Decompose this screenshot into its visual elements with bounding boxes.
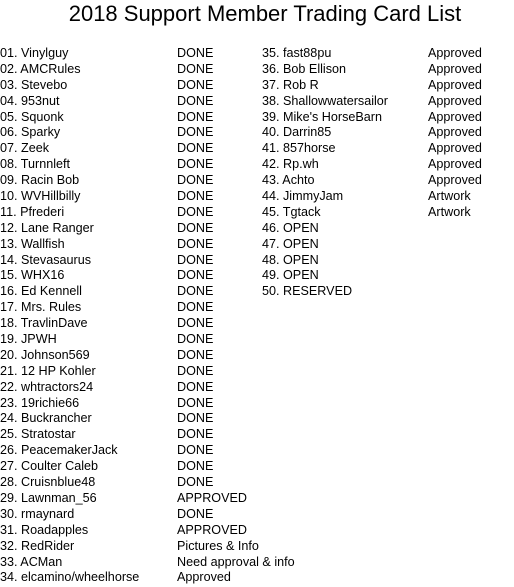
member-name: 38. Shallowwatersailor bbox=[262, 93, 388, 108]
member-name: 25. Stratostar bbox=[0, 427, 76, 442]
list-item bbox=[0, 523, 258, 539]
list-item bbox=[0, 300, 258, 316]
list-item bbox=[0, 396, 258, 412]
list-item bbox=[0, 380, 258, 396]
member-name: 23. 19richie66 bbox=[0, 395, 80, 410]
member-name: 28. Cruisnblue48 bbox=[0, 475, 96, 490]
member-status: DONE bbox=[177, 93, 214, 108]
member-status: Pictures & Info bbox=[177, 538, 259, 553]
member-status: Approved bbox=[428, 173, 482, 188]
list-item bbox=[0, 443, 258, 459]
member-name: 50. RESERVED bbox=[262, 284, 353, 299]
member-status: DONE bbox=[177, 332, 214, 347]
member-name: 47. OPEN bbox=[262, 236, 319, 251]
list-item bbox=[0, 62, 258, 78]
member-status: APPROVED bbox=[177, 490, 247, 505]
list-item bbox=[0, 253, 258, 269]
member-status: DONE bbox=[177, 61, 214, 76]
member-status: DONE bbox=[177, 300, 214, 315]
list-item bbox=[0, 189, 258, 205]
list-item bbox=[0, 284, 258, 300]
list-item bbox=[0, 348, 258, 364]
member-name: 15. WHX16 bbox=[0, 268, 65, 283]
list-item bbox=[262, 94, 514, 110]
list-item bbox=[0, 539, 258, 555]
list-item bbox=[0, 570, 258, 586]
member-name: 17. Mrs. Rules bbox=[0, 300, 82, 315]
member-status: DONE bbox=[177, 252, 214, 267]
list-item bbox=[0, 157, 258, 173]
member-status: DONE bbox=[177, 204, 214, 219]
list-item bbox=[0, 427, 258, 443]
list-item bbox=[262, 221, 514, 237]
member-name: 31. Roadapples bbox=[0, 522, 89, 537]
member-status: Approved bbox=[428, 61, 482, 76]
member-status: Approved bbox=[177, 570, 231, 585]
member-name: 42. Rp.wh bbox=[262, 157, 319, 172]
member-name: 21. 12 HP Kohler bbox=[0, 363, 96, 378]
list-item bbox=[0, 205, 258, 221]
list-item bbox=[262, 78, 514, 94]
member-status: Artwork bbox=[428, 204, 471, 219]
list-item bbox=[262, 173, 514, 189]
member-status: DONE bbox=[177, 268, 214, 283]
member-status: DONE bbox=[177, 459, 214, 474]
member-name: 14. Stevasaurus bbox=[0, 252, 92, 267]
member-status: Approved bbox=[428, 125, 482, 140]
member-status: DONE bbox=[177, 173, 214, 188]
member-status: Need approval & info bbox=[177, 554, 295, 569]
list-item bbox=[0, 110, 258, 126]
member-status: DONE bbox=[177, 125, 214, 140]
member-name: 44. JimmyJam bbox=[262, 189, 344, 204]
list-item bbox=[0, 411, 258, 427]
member-status: DONE bbox=[177, 220, 214, 235]
member-status: Approved bbox=[428, 93, 482, 108]
list-item bbox=[0, 268, 258, 284]
member-name: 35. fast88pu bbox=[262, 46, 332, 60]
member-status: DONE bbox=[177, 316, 214, 331]
list-item bbox=[0, 141, 258, 157]
member-name: 33. ACMan bbox=[0, 554, 63, 569]
list-item bbox=[0, 125, 258, 141]
member-status: DONE bbox=[177, 363, 214, 378]
member-name: 12. Lane Ranger bbox=[0, 220, 94, 235]
member-status: DONE bbox=[177, 506, 214, 521]
member-status: Approved bbox=[428, 109, 482, 124]
member-name: 19. JPWH bbox=[0, 332, 57, 347]
member-name: 29. Lawnman_56 bbox=[0, 490, 97, 505]
member-name: 27. Coulter Caleb bbox=[0, 459, 99, 474]
list-item bbox=[0, 221, 258, 237]
list-item bbox=[0, 364, 258, 380]
member-name: 03. Stevebo bbox=[0, 77, 68, 92]
page-title: 2018 Support Member Trading Card List bbox=[68, 1, 462, 26]
member-name: 08. Turnnleft bbox=[0, 157, 71, 172]
member-name: 18. TravlinDave bbox=[0, 316, 88, 331]
list-item bbox=[262, 237, 514, 253]
list-item bbox=[0, 237, 258, 253]
list-item bbox=[262, 268, 514, 284]
member-name: 46. OPEN bbox=[262, 220, 319, 235]
member-name: 24. Buckrancher bbox=[0, 411, 92, 426]
member-name: 16. Ed Kennell bbox=[0, 284, 82, 299]
member-name: 10. WVHillbilly bbox=[0, 189, 81, 204]
member-status: DONE bbox=[177, 77, 214, 92]
list-item bbox=[0, 78, 258, 94]
list-item bbox=[0, 554, 295, 571]
member-status: Artwork bbox=[428, 189, 471, 204]
list-item bbox=[262, 125, 514, 141]
member-status: DONE bbox=[177, 157, 214, 172]
member-name: 20. Johnson569 bbox=[0, 347, 90, 362]
list-item bbox=[262, 189, 514, 205]
member-list-right-column bbox=[262, 46, 514, 300]
member-name: 43. Achto bbox=[262, 173, 315, 188]
list-item bbox=[262, 284, 514, 300]
member-name: 36. Bob Ellison bbox=[262, 61, 347, 76]
list-item bbox=[0, 491, 258, 507]
member-name: 13. Wallfish bbox=[0, 236, 65, 251]
member-status: DONE bbox=[177, 189, 214, 204]
list-item bbox=[0, 475, 258, 491]
member-name: 09. Racin Bob bbox=[0, 173, 80, 188]
member-name: 07. Zeek bbox=[0, 141, 50, 156]
list-item bbox=[262, 46, 514, 62]
list-item bbox=[262, 253, 514, 269]
list-item bbox=[0, 507, 258, 523]
member-status: DONE bbox=[177, 141, 214, 156]
member-name: 26. PeacemakerJack bbox=[0, 443, 118, 458]
member-status: Approved bbox=[428, 141, 482, 156]
member-status: Approved bbox=[428, 46, 482, 60]
member-name: 34. elcamino/wheelhorse bbox=[0, 570, 140, 585]
list-item bbox=[0, 316, 258, 332]
member-status: DONE bbox=[177, 411, 214, 426]
member-status: Approved bbox=[428, 157, 482, 172]
member-name: 01. Vinylguy bbox=[0, 46, 69, 60]
list-item bbox=[262, 110, 514, 126]
member-name: 22. whtractors24 bbox=[0, 379, 94, 394]
member-status: APPROVED bbox=[177, 522, 247, 537]
list-item bbox=[0, 173, 258, 189]
list-item bbox=[0, 459, 258, 475]
member-status: DONE bbox=[177, 236, 214, 251]
list-item bbox=[262, 157, 514, 173]
member-name: 32. RedRider bbox=[0, 538, 75, 553]
member-name: 11. Pfrederi bbox=[0, 204, 65, 219]
member-status: DONE bbox=[177, 109, 214, 124]
member-name: 05. Squonk bbox=[0, 109, 64, 124]
member-name: 37. Rob R bbox=[262, 77, 319, 92]
member-status: DONE bbox=[177, 284, 214, 299]
member-name: 49. OPEN bbox=[262, 268, 319, 283]
member-status: DONE bbox=[177, 427, 214, 442]
list-item bbox=[0, 94, 258, 110]
member-name: 40. Darrin85 bbox=[262, 125, 332, 140]
list-item bbox=[262, 205, 514, 221]
member-name: 41. 857horse bbox=[262, 141, 336, 156]
member-name: 39. Mike's HorseBarn bbox=[262, 109, 382, 124]
list-item bbox=[262, 62, 514, 78]
member-name: 04. 953nut bbox=[0, 93, 60, 108]
member-name: 30. rmaynard bbox=[0, 506, 75, 521]
member-status: Approved bbox=[428, 77, 482, 92]
member-status: DONE bbox=[177, 443, 214, 458]
member-name: 02. AMCRules bbox=[0, 61, 81, 76]
member-status: DONE bbox=[177, 395, 214, 410]
member-status: DONE bbox=[177, 379, 214, 394]
list-item bbox=[0, 46, 258, 62]
member-name: 48. OPEN bbox=[262, 252, 319, 267]
member-status: DONE bbox=[177, 347, 214, 362]
list-item bbox=[0, 332, 258, 348]
member-status: DONE bbox=[177, 46, 214, 60]
list-item bbox=[262, 141, 514, 157]
member-name: 06. Sparky bbox=[0, 125, 61, 140]
member-name: 45. Tgtack bbox=[262, 204, 321, 219]
member-status: DONE bbox=[177, 475, 214, 490]
